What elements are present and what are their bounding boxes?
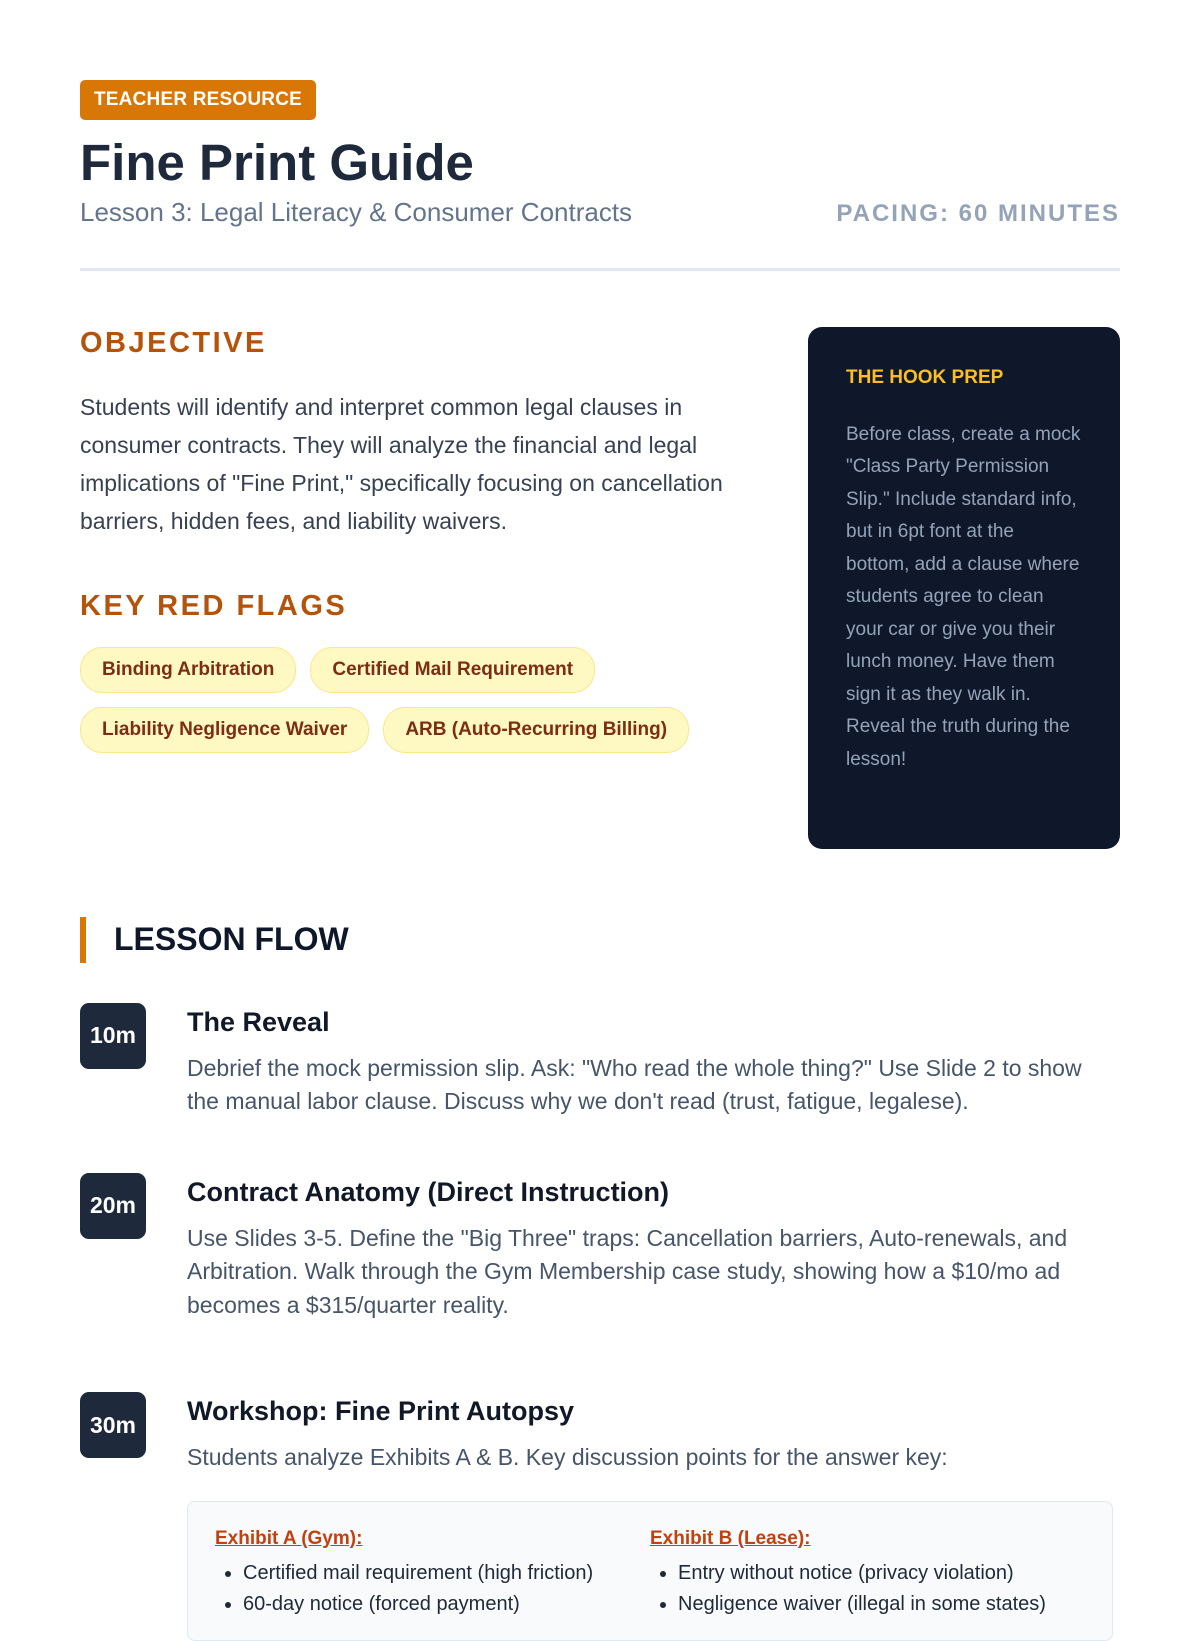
red-flags-heading: KEY RED FLAGS — [80, 589, 348, 622]
lesson-step — [80, 1392, 1120, 1641]
red-flag-pill: Liability Negligence Waiver — [80, 707, 369, 753]
step-title: Workshop: Fine Print Autopsy — [187, 1396, 575, 1427]
objective-heading: OBJECTIVE — [80, 326, 267, 359]
overview-section — [80, 327, 1120, 849]
list-item: • Entry without notice (privacy violation) — [678, 1558, 1085, 1589]
red-flag-pill: ARB (Auto-Recurring Billing) — [383, 707, 689, 753]
step-duration-badge: 10m — [80, 1003, 146, 1069]
list-item: • Certified mail requirement (high friction) — [243, 1558, 650, 1589]
step-content — [187, 1173, 1107, 1323]
hook-prep-body: Before class, create a mock "Class Party Permission Slip." Include standard info, but in 6pt font at the bottom, add a clause where students agree to clean your car or give you their lunch money. Have them sign it as they walk in. Reveal the truth during the lesson! — [846, 423, 1081, 770]
page-title: Fine Print Guide — [80, 134, 474, 191]
exhibits-answer-key-box — [187, 1501, 1113, 1641]
exhibit-points-list — [650, 1558, 1085, 1620]
step-title: Contract Anatomy (Direct Instruction) — [187, 1176, 670, 1207]
step-content — [187, 1003, 1107, 1119]
teacher-resource-badge: TEACHER RESOURCE — [80, 80, 316, 120]
lesson-step — [80, 1173, 1120, 1323]
overview-left-column — [80, 327, 760, 849]
exhibit-title: Exhibit B (Lease): — [650, 1527, 811, 1549]
objective-text: Students will identify and interpret common legal clauses in consumer contracts. They will analyze the financial and legal implications of "Fine Print," specifically focusing on cancellation barriers, hidden fees, and liability waivers. — [80, 393, 723, 534]
lesson-flow-accent-bar — [80, 917, 86, 963]
list-item: • Negligence waiver (illegal in some states) — [678, 1589, 1085, 1620]
hook-prep-title: THE HOOK PREP — [846, 366, 1004, 388]
step-description: Debrief the mock permission slip. Ask: "Who read the whole thing?" Use Slide 2 to show the manual labor clause. Discuss why we don't read (trust, fatigue, legalese). — [187, 1054, 1082, 1115]
step-content — [187, 1392, 1107, 1641]
lesson-flow-heading: LESSON FLOW — [114, 921, 349, 958]
exhibit-points-list — [215, 1558, 650, 1620]
subtitle-row — [80, 197, 1120, 228]
exhibit-title: Exhibit A (Gym): — [215, 1527, 363, 1549]
step-description: Students analyze Exhibits A & B. Key discussion points for the answer key: — [187, 1444, 948, 1471]
exhibit-a — [215, 1528, 650, 1640]
step-duration-badge: 20m — [80, 1173, 146, 1239]
red-flag-pill: Binding Arbitration — [80, 647, 296, 693]
red-flag-pill: Certified Mail Requirement — [310, 647, 595, 693]
step-duration-badge: 30m — [80, 1392, 146, 1458]
list-item: • 60-day notice (forced payment) — [243, 1589, 650, 1620]
hook-prep-card — [808, 327, 1120, 849]
pacing-label: PACING: 60 MINUTES — [836, 199, 1120, 227]
lesson-subtitle: Lesson 3: Legal Literacy & Consumer Contracts — [80, 196, 633, 227]
step-description: Use Slides 3-5. Define the "Big Three" traps: Cancellation barriers, Auto-renewals, and Arbitration. Walk through the Gym Membership case study, showing how a $10/mo ad becomes a $315/quarter reality. — [187, 1224, 1068, 1318]
exhibit-b — [650, 1528, 1085, 1640]
lesson-flow-header — [80, 917, 1120, 963]
red-flags-list — [80, 647, 760, 753]
step-title: The Reveal — [187, 1006, 330, 1037]
lesson-step — [80, 1003, 1120, 1119]
header-divider — [80, 268, 1120, 271]
